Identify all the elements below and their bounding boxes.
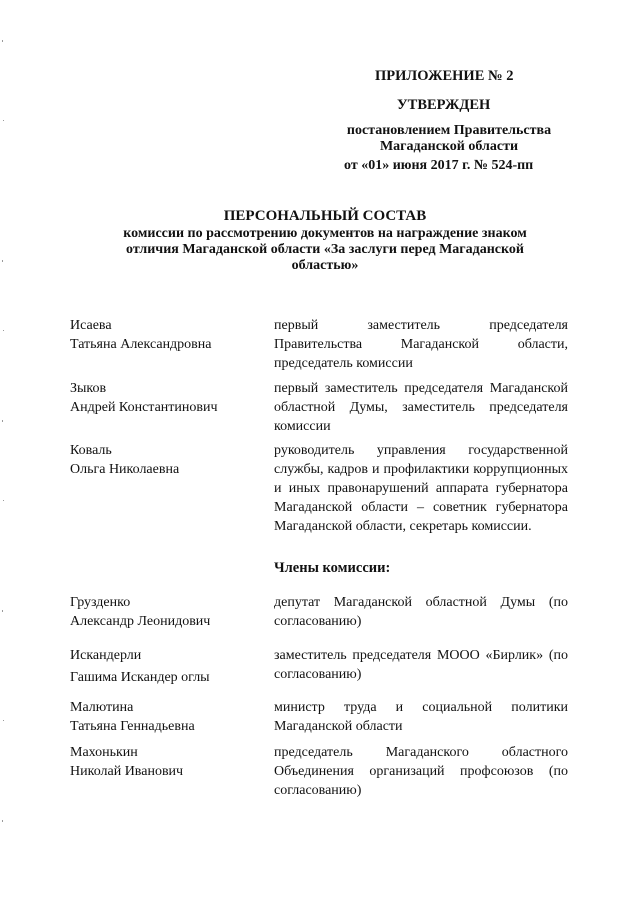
document-title: ПЕРСОНАЛЬНЫЙ СОСТАВ <box>223 208 427 224</box>
appendix-number: ПРИЛОЖЕНИЕ № 2 <box>375 68 514 84</box>
person-surname: Коваль <box>70 443 112 458</box>
person-role: руководитель управления государственной службы, кадров и профилактики коррупционных и иных правонарушений аппарата губернатора Магаданской области – советник губернатора Магаданской области, секретарь комиссии. <box>274 443 568 534</box>
decree-reference: постановлением Правительства Магаданской области <box>346 123 552 154</box>
person-given-name: Татьяна Александровна <box>70 337 212 352</box>
person-role: первый заместитель председателя Магаданской областной Думы, заместитель председателя комиссии <box>274 381 568 434</box>
person-name <box>70 316 260 354</box>
person-role: заместитель председателя МООО «Бирлик» (по согласованию) <box>274 648 568 682</box>
person-surname: Малютина <box>70 700 134 715</box>
person-name <box>70 593 260 631</box>
person-surname: Махонькин <box>70 745 138 760</box>
person-name <box>70 646 260 687</box>
person-surname: Исаева <box>70 318 112 333</box>
person-name <box>70 743 260 781</box>
person-role: депутат Магаданской областной Думы (по согласованию) <box>274 595 568 629</box>
person-given-name: Александр Леонидович <box>70 614 211 629</box>
person-surname: Искандерли <box>70 648 142 663</box>
person-name <box>70 698 260 736</box>
person-surname: Зыков <box>70 381 107 396</box>
person-role: первый заместитель председателя Правительства Магаданской области, председатель комиссии <box>274 318 568 371</box>
approved-label: УТВЕРЖДЕН <box>397 97 491 113</box>
person-given-name: Гашима Искандер оглы <box>70 670 210 685</box>
decree-date: от «01» июня 2017 г. № 524-пп <box>344 158 534 173</box>
person-role: председатель Магаданского областного Объединения организаций профсоюзов (по согласованию) <box>274 745 568 798</box>
person-name <box>70 379 260 417</box>
person-given-name: Николай Иванович <box>70 764 184 779</box>
person-given-name: Ольга Николаевна <box>70 462 180 477</box>
scan-margin-dots <box>2 0 5 905</box>
person-given-name: Татьяна Геннадьевна <box>70 719 195 734</box>
members-heading: Члены комиссии: <box>274 560 391 576</box>
person-role: министр труда и социальной политики Магаданской области <box>274 700 568 734</box>
person-name <box>70 441 260 479</box>
person-surname: Грузденко <box>70 595 131 610</box>
person-given-name: Андрей Константинович <box>70 400 218 415</box>
document-subtitle: комиссии по рассмотрению документов на награждение знаком отличия Магаданской области «За заслуги перед Магаданской областью» <box>123 226 527 273</box>
